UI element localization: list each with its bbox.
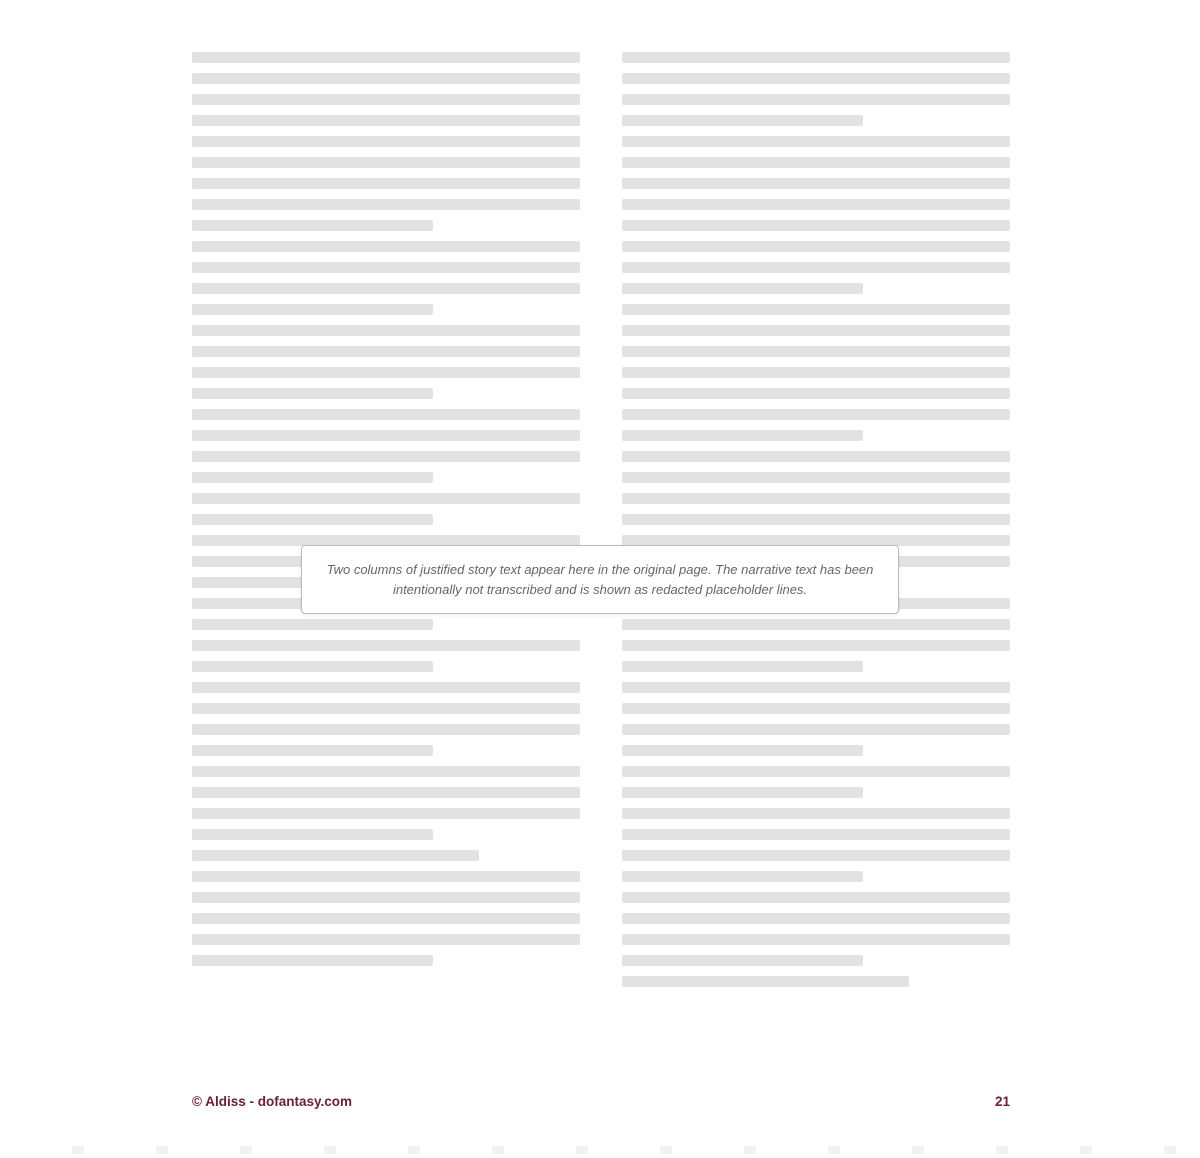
redacted-text-line [622, 829, 1010, 840]
redacted-text-line [192, 514, 433, 525]
redacted-paragraph [622, 304, 1010, 441]
redacted-text-line [622, 472, 1010, 483]
redacted-text-line [192, 808, 580, 819]
redacted-text-line [192, 745, 433, 756]
redacted-text-line [622, 220, 1010, 231]
redacted-text-line [192, 682, 580, 693]
redacted-text-line [192, 220, 433, 231]
redacted-paragraph [192, 493, 580, 525]
redacted-text-line [192, 661, 433, 672]
redacted-paragraph [192, 409, 580, 483]
redacted-text-line [622, 241, 1010, 252]
redacted-text-line [192, 829, 433, 840]
redacted-paragraph [192, 850, 580, 861]
redacted-paragraph [622, 808, 1010, 882]
redacted-text-line [192, 493, 580, 504]
redacted-text-line [622, 976, 909, 987]
redacted-text-line [622, 787, 863, 798]
redacted-text-line [622, 52, 1010, 63]
redacted-text-line [192, 430, 580, 441]
redacted-text-line [192, 703, 580, 714]
redacted-text-line [192, 913, 580, 924]
redacted-text-line [622, 283, 863, 294]
redacted-text-line [622, 808, 1010, 819]
redacted-text-line [622, 724, 1010, 735]
redacted-text-line [622, 136, 1010, 147]
redaction-note: Two columns of justified story text appear here in the original page. The narrative text has been intentionally not transcribed and is shown as redacted placeholder lines. [301, 545, 899, 614]
text-columns [192, 52, 1010, 997]
redacted-text-line [622, 640, 1010, 651]
redacted-text-line [622, 913, 1010, 924]
redacted-text-line [622, 157, 1010, 168]
redacted-text-line [622, 619, 1010, 630]
redacted-text-line [622, 850, 1010, 861]
redacted-text-line [622, 388, 1010, 399]
redacted-text-line [192, 52, 580, 63]
footer-credit: © Aldiss - dofantasy.com [192, 1094, 352, 1109]
redacted-text-line [192, 157, 580, 168]
redacted-text-line [192, 409, 580, 420]
redacted-paragraph [622, 976, 1010, 987]
redacted-paragraph [622, 52, 1010, 126]
redacted-text-line [192, 262, 580, 273]
redacted-text-line [192, 346, 580, 357]
redacted-text-line [622, 73, 1010, 84]
redacted-paragraph [622, 892, 1010, 966]
redacted-text-line [622, 325, 1010, 336]
redacted-paragraph [192, 682, 580, 756]
redacted-text-line [192, 892, 580, 903]
redacted-paragraph [192, 52, 580, 231]
redacted-text-line [192, 241, 580, 252]
redacted-text-line [192, 787, 580, 798]
redacted-text-line [622, 766, 1010, 777]
redacted-text-line [192, 766, 580, 777]
redacted-text-line [192, 283, 580, 294]
redacted-text-line [622, 367, 1010, 378]
redacted-text-line [192, 640, 580, 651]
redacted-text-line [622, 745, 863, 756]
redacted-paragraph [622, 766, 1010, 798]
redacted-text-line [622, 871, 863, 882]
page-number: 21 [994, 1094, 1010, 1109]
redacted-text-line [622, 409, 1010, 420]
redacted-text-line [192, 955, 433, 966]
redacted-paragraph [192, 325, 580, 399]
redacted-text-line [192, 451, 580, 462]
redacted-text-line [192, 325, 580, 336]
redacted-text-line [622, 262, 1010, 273]
redacted-text-line [192, 115, 580, 126]
redacted-text-line [192, 472, 433, 483]
redacted-text-line [192, 178, 580, 189]
redacted-paragraph [192, 766, 580, 840]
redacted-text-line [192, 850, 479, 861]
redacted-text-line [192, 94, 580, 105]
redacted-text-line [192, 199, 580, 210]
redacted-text-line [192, 724, 580, 735]
redacted-paragraph [192, 871, 580, 966]
redacted-paragraph [622, 136, 1010, 294]
redacted-text-line [192, 367, 580, 378]
right-text-column [622, 52, 1010, 997]
page-edge-artifacts [0, 1146, 1200, 1154]
left-text-column [192, 52, 580, 997]
redacted-paragraph [192, 241, 580, 315]
redacted-text-line [622, 955, 863, 966]
redacted-text-line [622, 346, 1010, 357]
redacted-text-line [622, 115, 863, 126]
redacted-text-line [192, 619, 433, 630]
redacted-text-line [192, 871, 580, 882]
redacted-text-line [622, 451, 1010, 462]
redacted-text-line [192, 934, 580, 945]
redacted-text-line [622, 493, 1010, 504]
redacted-paragraph [192, 640, 580, 672]
redacted-text-line [192, 304, 433, 315]
redacted-text-line [622, 514, 1010, 525]
redacted-text-line [622, 661, 863, 672]
redacted-text-line [622, 682, 1010, 693]
redacted-text-line [192, 73, 580, 84]
redacted-text-line [622, 703, 1010, 714]
redacted-text-line [622, 430, 863, 441]
redacted-text-line [622, 178, 1010, 189]
redacted-text-line [622, 94, 1010, 105]
redacted-text-line [622, 199, 1010, 210]
redacted-text-line [192, 388, 433, 399]
redacted-paragraph [622, 682, 1010, 756]
redacted-text-line [192, 136, 580, 147]
redacted-text-line [622, 304, 1010, 315]
redacted-text-line [622, 934, 1010, 945]
redacted-text-line [622, 892, 1010, 903]
